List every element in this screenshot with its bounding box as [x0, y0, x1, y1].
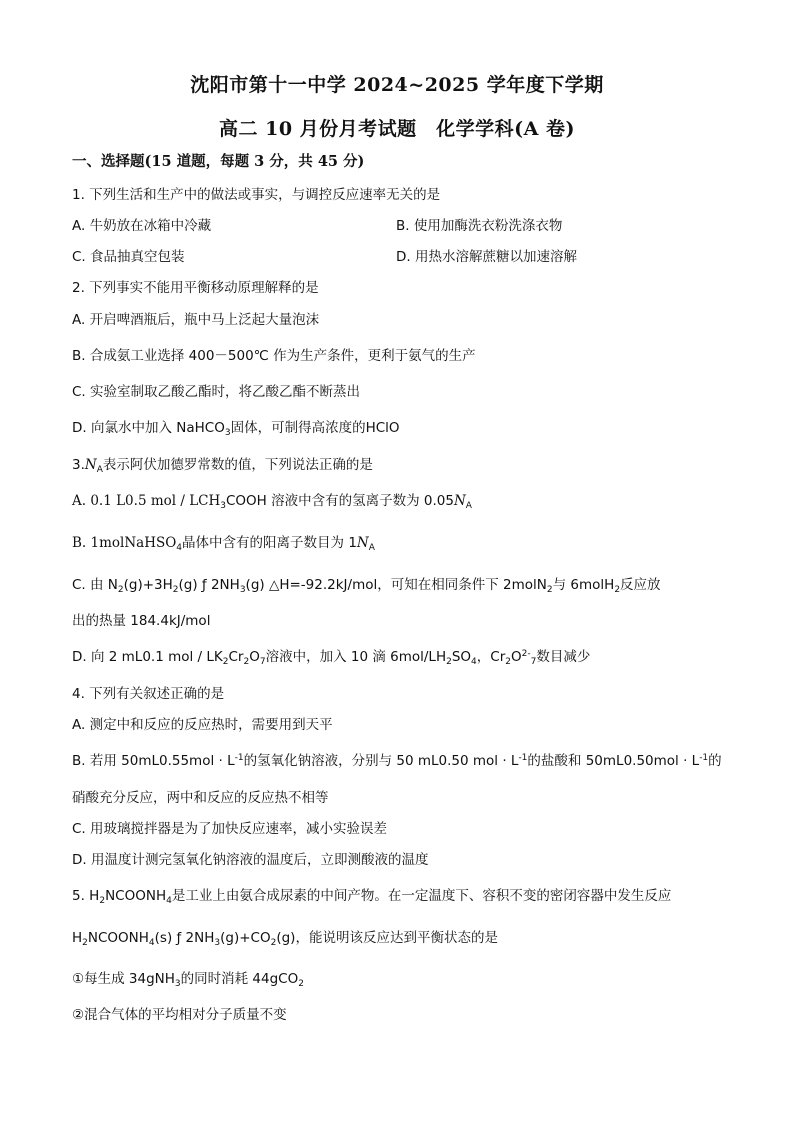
q2-option-c: C. 实验室制取乙酸乙酯时，将乙酸乙酯不断蒸出	[72, 384, 361, 400]
q3-option-c-line2: 出的热量 184.4kJ/mol	[72, 613, 211, 629]
q2-option-a: A. 开启啤酒瓶后，瓶中马上泛起大量泡沫	[72, 312, 320, 328]
q1-option-c: C. 食品抽真空包装	[72, 249, 185, 265]
q5-stem-line2: $H_2NCOONH_4(s)$ ƒ $2NH_3(g)+CO_2(g)$，能说明该反应达到平衡状态的是	[72, 930, 498, 948]
q4-option-a: A. 测定中和反应的反应热时，需要用到天平	[72, 717, 333, 733]
q4-option-b: B. 若用 $50mL0.55mol \cdot L^{-1}$的氢氧化钠溶液，分别与 50 mL0.50 mol · $L^{-1}$的盐酸和 $50mL0.50mol \cdot L^{-1}$的	[72, 753, 722, 769]
q1-option-a: A. 牛奶放在冰箱中冷藏	[72, 218, 212, 234]
q5-statement-2: ②混合气体的平均相对分子质量不变	[72, 1007, 287, 1023]
q5-stem-line1: 5. $H_2NCOONH_4$是工业上由氨合成尿素的中间产物。在一定温度下、容积不变的密闭容器中发生反应	[72, 888, 672, 906]
q3-option-a: A. 0.1 L0.5 mol / $LCH_3COOH$ 溶液中含有的氢离子数为 $0.05N_A$	[72, 493, 472, 511]
q4-option-d: D. 用温度计测完氢氧化钠溶液的温度后，立即测酸液的温度	[72, 852, 429, 868]
q4-stem: 4. 下列有关叙述正确的是	[72, 686, 225, 702]
q4-option-c: C. 用玻璃搅拌器是为了加快反应速率，减小实验误差	[72, 821, 388, 837]
q5-statement-1: ①每生成 34gNH$_3$的同时消耗 44gCO$_2$	[72, 971, 304, 989]
exam-title-line2: 高二 10 月份月考试题 化学学科(A 卷)	[218, 118, 575, 140]
q3-stem: $3.N_A$表示阿伏加德罗常数的值，下列说法正确的是	[72, 457, 373, 475]
exam-title-line1: 沈阳市第十一中学 2024~2025 学年度下学期	[190, 74, 604, 96]
q4-option-b-line2: 硝酸充分反应，两中和反应的反应热不相等	[72, 790, 329, 806]
section-heading: 一、选择题(15 道题，每题 3 分，共 45 分)	[72, 153, 365, 170]
q1-stem: 1. 下列生活和生产中的做法或事实，与调控反应速率无关的是	[72, 187, 441, 203]
q3-option-d: D. 向 2 mL0.1 mol / $LK_2Cr_2O_7$溶液中，加入 10 滴 $6mol/LH_2SO_4$，$Cr_2O^{2-}_7$数目减少	[72, 649, 591, 667]
q3-option-b: B. 1molNaHSO$_4$晶体中含有的阳离子数目为 $1N_A$	[72, 535, 375, 553]
q2-option-b: B. 合成氨工业选择 400－500℃ 作为生产条件，更利于氨气的生产	[72, 348, 476, 364]
q3-option-c: C. 由 $N_2(g)+3H_2(g)$ ƒ $2NH_3(g)$ △H=-92.2kJ/mol，可知在相同条件下 2molN$_2$与 6molH$_2$反应放	[72, 577, 661, 595]
q2-option-d: D. 向氯水中加入 NaHCO$_3$固体，可制得高浓度的HClO	[72, 420, 400, 438]
q2-stem: 2. 下列事实不能用平衡移动原理解释的是	[72, 280, 319, 296]
q1-option-b: B. 使用加酶洗衣粉洗涤衣物	[396, 218, 563, 234]
q1-option-d: D. 用热水溶解蔗糖以加速溶解	[396, 249, 577, 265]
